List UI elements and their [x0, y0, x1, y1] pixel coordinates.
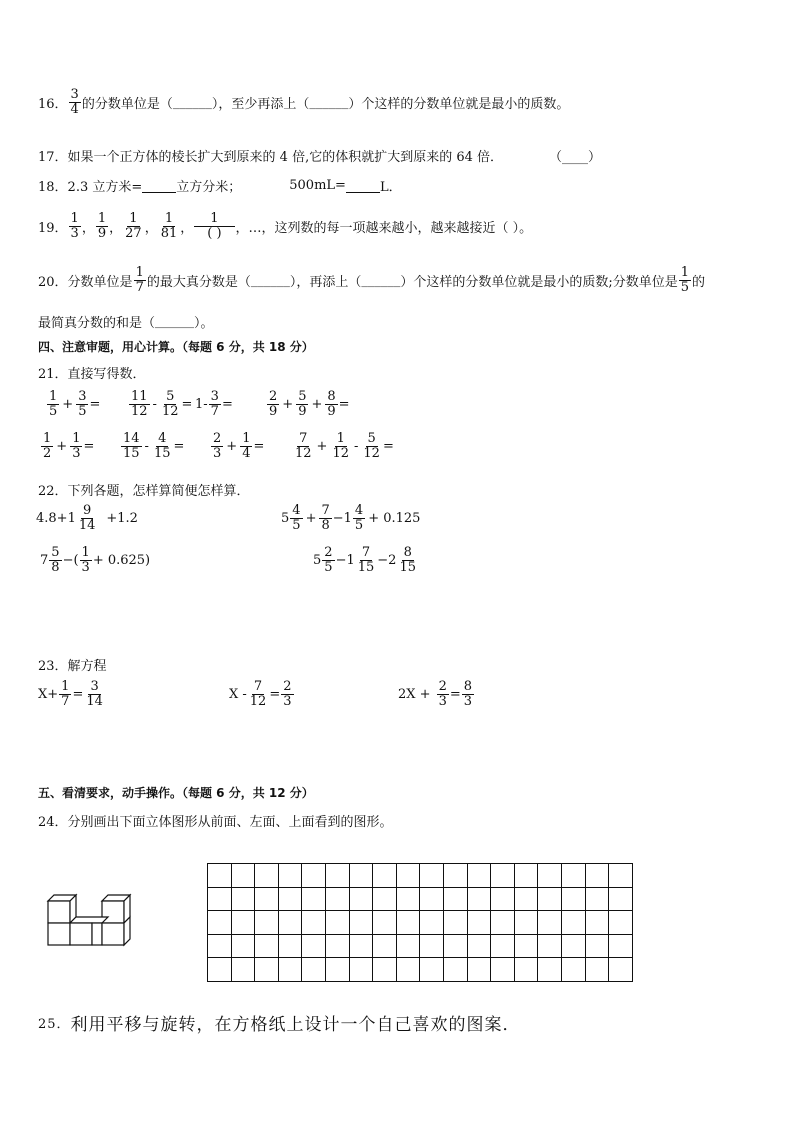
- grid-cell[interactable]: [349, 911, 373, 935]
- question-22: 22． 下列各题，怎样算简便怎样算．: [38, 484, 250, 499]
- grid-cell[interactable]: [302, 911, 326, 935]
- grid-cell[interactable]: [208, 911, 232, 935]
- cube-figure: [40, 885, 136, 955]
- grid-row: [208, 958, 633, 982]
- q19-fraction-blank[interactable]: $\frac{1}{( )}$: [194, 212, 234, 240]
- grid-cell[interactable]: [302, 887, 326, 911]
- grid-cell[interactable]: [609, 958, 633, 982]
- question-20-line-2: 最简真分数的和是（ ______ ）。: [38, 314, 214, 331]
- q20-blank-1[interactable]: ______: [250, 272, 290, 288]
- grid-cell[interactable]: [609, 911, 633, 935]
- grid-cell[interactable]: [467, 958, 491, 982]
- q21-expression: $\frac{7}{12}$ + $\frac{1}{12}$ - $\frac{5}{12}$ =: [295, 431, 394, 461]
- grid-cell[interactable]: [396, 864, 420, 888]
- grid-cell[interactable]: [514, 934, 538, 958]
- grid-cell[interactable]: [420, 911, 444, 935]
- grid-cell[interactable]: [420, 887, 444, 911]
- section-4-heading: 四、注意审题，用心计算。（每题 6 分，共 18 分）: [38, 340, 314, 354]
- grid-cell[interactable]: [325, 911, 349, 935]
- q16-blank-2[interactable]: ______: [309, 94, 349, 110]
- question-17: 17． 如果一个正方体的棱长扩大到原来的 4 倍,它的体积就扩大到原来的 64 倍． （____）: [38, 146, 601, 165]
- grid-cell[interactable]: [467, 911, 491, 935]
- grid-cell[interactable]: [231, 887, 255, 911]
- grid-cell[interactable]: [255, 911, 279, 935]
- grid-cell[interactable]: [255, 887, 279, 911]
- grid-cell[interactable]: [255, 934, 279, 958]
- question-19: 19． $\frac{1}{3}$ ， $\frac{1}{9}$ ， $\frac{1}{27}$ ， $\frac{1}{81}$ ， $\frac{1}{( )}$ ，…，这列数的每一项越来越小，越来越接近（ ）。: [38, 211, 533, 241]
- q23-equation-3: 2X + $\frac{2}{3}$ = $\frac{8}{3}$: [398, 679, 473, 709]
- question-25: 25． 利用平移与旋转，在方格纸上设计一个自己喜欢的图案．: [38, 1015, 521, 1035]
- q21-expression: 1- $\frac{3}{7}$ =: [195, 389, 233, 419]
- q18-blank-2[interactable]: [346, 179, 380, 193]
- grid-cell[interactable]: [585, 934, 609, 958]
- grid-cell[interactable]: [467, 864, 491, 888]
- grid-cell[interactable]: [514, 864, 538, 888]
- grid-cell[interactable]: [349, 934, 373, 958]
- q23-equation-2: X - $\frac{7}{12}$ = $\frac{2}{3}$: [229, 679, 292, 709]
- grid-cell[interactable]: [420, 864, 444, 888]
- grid-cell[interactable]: [373, 934, 397, 958]
- grid-cell[interactable]: [538, 958, 562, 982]
- grid-cell[interactable]: [538, 934, 562, 958]
- grid-cell[interactable]: [609, 864, 633, 888]
- grid-cell[interactable]: [467, 887, 491, 911]
- q17-answer-paren[interactable]: （____）: [549, 150, 602, 165]
- grid-cell[interactable]: [325, 958, 349, 982]
- q19-fraction: $\frac{1}{27}$: [125, 211, 142, 241]
- q18-blank-1[interactable]: [142, 179, 176, 193]
- grid-cell[interactable]: [396, 911, 420, 935]
- q21-expression: $\frac{2}{9}$ + $\frac{5}{9}$ + $\frac{8}{9}$ =: [269, 389, 350, 419]
- grid-cell[interactable]: [396, 934, 420, 958]
- grid-cell[interactable]: [585, 958, 609, 982]
- question-24: 24． 分别画出下面立体图形从前面、左面、上面看到的图形。: [38, 815, 393, 830]
- grid-cell[interactable]: [396, 887, 420, 911]
- question-21: 21． 直接写得数．: [38, 367, 146, 382]
- grid-cell[interactable]: [373, 864, 397, 888]
- grid-cell[interactable]: [561, 864, 585, 888]
- grid-cell[interactable]: [443, 958, 467, 982]
- q19-fraction: $\frac{1}{9}$: [97, 211, 107, 241]
- grid-cell[interactable]: [538, 864, 562, 888]
- grid-cell[interactable]: [349, 864, 373, 888]
- q22-expression-4: 5 $\frac{2}{5}$ −1 $\frac{7}{15}$ −2 $\frac{8}{15}$: [313, 545, 416, 575]
- grid-cell[interactable]: [561, 958, 585, 982]
- grid-cell[interactable]: [491, 911, 515, 935]
- q21-expression: $\frac{1}{2}$ + $\frac{1}{3}$ =: [43, 431, 95, 461]
- grid-cell[interactable]: [561, 934, 585, 958]
- grid-cell[interactable]: [255, 864, 279, 888]
- grid-cell[interactable]: [231, 958, 255, 982]
- grid-cell[interactable]: [420, 934, 444, 958]
- grid-cell[interactable]: [585, 911, 609, 935]
- grid-cell[interactable]: [538, 911, 562, 935]
- q19-fraction: $\frac{1}{3}$: [70, 211, 79, 241]
- grid-cell[interactable]: [349, 887, 373, 911]
- section-5-heading: 五、看清要求，动手操作。（每题 6 分，共 12 分）: [38, 786, 314, 800]
- q21-expression: $\frac{11}{12}$ - $\frac{5}{12}$ =: [131, 389, 193, 419]
- q17-text: 如果一个正方体的棱长扩大到原来的 4 倍,它的体积就扩大到原来的 64 倍．: [67, 150, 504, 165]
- grid-cell[interactable]: [467, 934, 491, 958]
- question-16: 16． $\frac{3}{4}$ 的分数单位是（ ______ ），至少再添上（ ______ ）个这样的分数单位就是最小的质数。: [38, 87, 570, 117]
- grid-cell[interactable]: [278, 887, 302, 911]
- q19-fraction: $\frac{1}{81}$: [160, 211, 178, 241]
- question-23: 23． 解方程: [38, 659, 107, 674]
- grid-cell[interactable]: [302, 934, 326, 958]
- question-20: 20． 分数单位是 $\frac{1}{7}$ 的最大真分数是（ ______ ），再添上（ ______ ）个这样的分数单位就是最小的质数;分数单位是 $\frac{1}{5}$ 的: [38, 265, 706, 295]
- grid-row: [208, 934, 633, 958]
- grid-row: [208, 887, 633, 911]
- grid-cell[interactable]: [302, 958, 326, 982]
- grid-cell[interactable]: [514, 887, 538, 911]
- grid-cell[interactable]: [302, 864, 326, 888]
- grid-cell[interactable]: [491, 934, 515, 958]
- q22-expression-2: 5 $\frac{4}{5}$ + $\frac{7}{8}$ −1 $\frac{4}{5}$ + 0.125: [281, 503, 421, 533]
- grid-cell[interactable]: [491, 864, 515, 888]
- grid-cell[interactable]: [373, 958, 397, 982]
- q20-fraction-1: $\frac{1}{7}$: [135, 265, 144, 295]
- grid-cell[interactable]: [491, 958, 515, 982]
- q21-expression: $\frac{1}{5}$ + $\frac{3}{5}$ =: [49, 389, 101, 419]
- grid-cell[interactable]: [278, 958, 302, 982]
- grid-cell[interactable]: [208, 864, 232, 888]
- q21-expression: $\frac{2}{3}$ + $\frac{1}{4}$ =: [213, 431, 265, 461]
- grid-cell[interactable]: [231, 864, 255, 888]
- grid-cell[interactable]: [231, 911, 255, 935]
- grid-cell[interactable]: [278, 864, 302, 888]
- grid-cell[interactable]: [208, 958, 232, 982]
- grid-cell[interactable]: [561, 887, 585, 911]
- q16-fraction: $\frac{3}{4}$: [70, 87, 79, 117]
- question-18: 18． 2.3 立方米= 立方分米； 500mL= L．: [38, 178, 402, 195]
- grid-row: [208, 864, 633, 888]
- grid-cell[interactable]: [325, 887, 349, 911]
- grid-row: [208, 911, 633, 935]
- grid-cell[interactable]: [255, 958, 279, 982]
- grid-cell[interactable]: [278, 934, 302, 958]
- q22-expression-1: 4.8+1 $\frac{9}{14}$ +1.2: [36, 503, 138, 533]
- q22-expression-3: 7 $\frac{5}{8}$ −( $\frac{1}{3}$ + 0.625): [40, 545, 151, 575]
- grid-cell[interactable]: [514, 911, 538, 935]
- q16-blank-1[interactable]: ______: [172, 94, 212, 110]
- grid-cell[interactable]: [349, 958, 373, 982]
- grid-cell[interactable]: [443, 934, 467, 958]
- grid-cell[interactable]: [443, 887, 467, 911]
- grid-cell[interactable]: [514, 958, 538, 982]
- grid-cell[interactable]: [278, 911, 302, 935]
- grid-cell[interactable]: [325, 934, 349, 958]
- q21-expression: $\frac{14}{15}$ - $\frac{4}{15}$ =: [123, 431, 185, 461]
- grid-cell[interactable]: [208, 887, 232, 911]
- grid-cell[interactable]: [231, 934, 255, 958]
- q16-number: 16．: [38, 96, 68, 112]
- grid-cell[interactable]: [373, 911, 397, 935]
- grid-cell[interactable]: [443, 911, 467, 935]
- q20-blank-2[interactable]: ______: [361, 272, 401, 288]
- grid-cell[interactable]: [325, 864, 349, 888]
- grid-cell[interactable]: [585, 887, 609, 911]
- q19-tail-text: ，…，这列数的每一项越来越小，越来越接近（ ）。: [235, 220, 533, 236]
- drawing-grid[interactable]: [207, 863, 633, 982]
- grid-cell[interactable]: [491, 887, 515, 911]
- grid-cell[interactable]: [443, 864, 467, 888]
- grid-cell[interactable]: [609, 934, 633, 958]
- grid-cell[interactable]: [373, 887, 397, 911]
- grid-cell[interactable]: [538, 887, 562, 911]
- grid-cell[interactable]: [420, 958, 444, 982]
- grid-cell[interactable]: [609, 887, 633, 911]
- q20-fraction-2: $\frac{1}{5}$: [680, 265, 690, 295]
- grid-cell[interactable]: [561, 911, 585, 935]
- q23-equation-1: X+ $\frac{1}{7}$ = $\frac{3}{14}$: [38, 679, 103, 709]
- grid-cell[interactable]: [208, 934, 232, 958]
- grid-cell[interactable]: [396, 958, 420, 982]
- q20-blank-3[interactable]: ______: [155, 314, 195, 329]
- grid-cell[interactable]: [585, 864, 609, 888]
